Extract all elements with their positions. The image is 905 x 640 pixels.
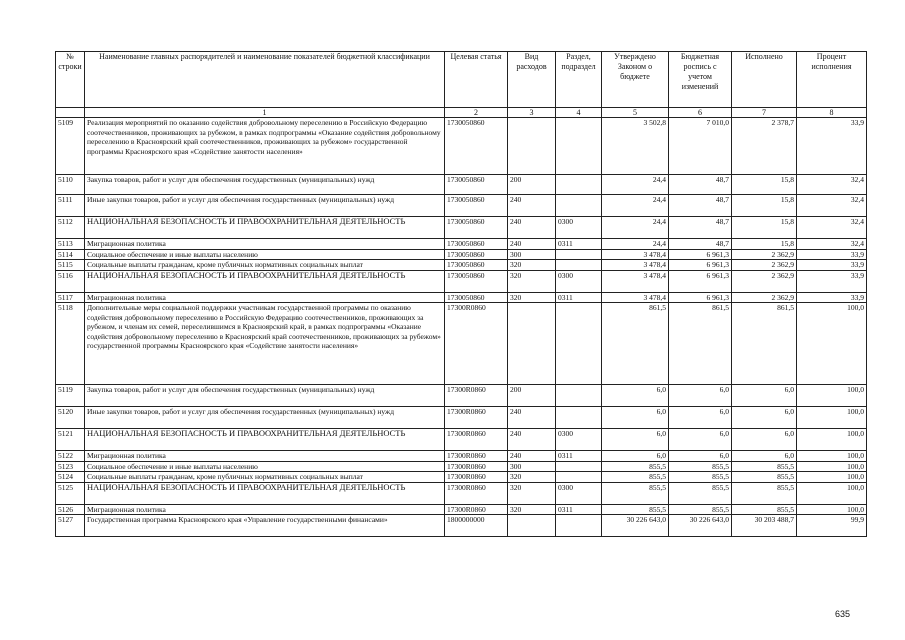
table-row [56, 429, 867, 451]
row-section: 0311 [556, 504, 602, 515]
row-approved: 855,5 [602, 461, 669, 472]
row-name: Миграционная политика [85, 239, 445, 250]
row-target-article: 17300R0860 [445, 461, 508, 472]
row-expense-type [508, 515, 556, 537]
row-name: Дополнительные меры социальной поддержки участникам государственной программы по оказанию содействия добровольному переселению в Российскую Федерацию соотечественников, проживающих за рубежом, и членам их семей, переселившимся в Красноярский край, в рамках подпрограммы «Оказание содействия добровольному переселению в Красноярский край соотечественников, проживающих за рубежом» государственной программы Красноярского края «Содействие занятости населения» [85, 303, 445, 385]
row-target-article: 17300R0860 [445, 451, 508, 462]
row-number: 5113 [56, 239, 85, 250]
row-percent: 100,0 [797, 429, 867, 451]
row-approved: 24,4 [602, 239, 669, 250]
table-row [56, 504, 867, 515]
row-percent: 32,4 [797, 217, 867, 239]
row-expense-type: 240 [508, 451, 556, 462]
row-expense-type: 240 [508, 195, 556, 217]
row-target-article: 17300R0860 [445, 303, 508, 385]
row-budget-schedule: 48,7 [669, 175, 732, 195]
row-percent: 100,0 [797, 407, 867, 429]
row-section [556, 249, 602, 260]
row-executed: 2 362,9 [732, 292, 797, 303]
row-name: Миграционная политика [85, 292, 445, 303]
row-number: 5126 [56, 504, 85, 515]
header-expense-type: Вид расходов [508, 52, 556, 108]
row-percent: 99,9 [797, 515, 867, 537]
row-target-article: 1730050860 [445, 249, 508, 260]
table-row [56, 451, 867, 462]
row-expense-type: 320 [508, 472, 556, 483]
row-number: 5114 [56, 249, 85, 260]
row-executed: 6,0 [732, 385, 797, 407]
row-expense-type: 300 [508, 249, 556, 260]
table-row [56, 118, 867, 175]
row-percent: 33,9 [797, 249, 867, 260]
row-percent: 100,0 [797, 504, 867, 515]
row-approved: 3 478,4 [602, 270, 669, 292]
row-budget-schedule: 855,5 [669, 482, 732, 504]
column-number: 7 [732, 108, 797, 118]
row-section: 0300 [556, 482, 602, 504]
row-executed: 6,0 [732, 451, 797, 462]
column-number: 2 [445, 108, 508, 118]
row-number: 5123 [56, 461, 85, 472]
row-target-article: 17300R0860 [445, 482, 508, 504]
row-name: Государственная программа Красноярского края «Управление государственными финансами» [85, 515, 445, 537]
header-executed: Исполнено [732, 52, 797, 108]
row-executed: 855,5 [732, 472, 797, 483]
row-number: 5115 [56, 260, 85, 271]
row-section: 0311 [556, 451, 602, 462]
header-target-article: Целевая статья [445, 52, 508, 108]
row-percent: 100,0 [797, 472, 867, 483]
row-section [556, 385, 602, 407]
row-name: Закупка товаров, работ и услуг для обеспечения государственных (муниципальных) нужд [85, 175, 445, 195]
row-approved: 6,0 [602, 385, 669, 407]
row-percent: 100,0 [797, 385, 867, 407]
row-target-article: 1730050860 [445, 118, 508, 175]
table-body [56, 118, 867, 537]
table-row [56, 482, 867, 504]
table-row [56, 175, 867, 195]
page-number: 635 [835, 609, 851, 619]
row-expense-type: 240 [508, 239, 556, 250]
row-budget-schedule: 6 961,3 [669, 270, 732, 292]
row-expense-type: 320 [508, 482, 556, 504]
row-expense-type: 320 [508, 504, 556, 515]
row-approved: 861,5 [602, 303, 669, 385]
header-section: Раздел, подраздел [556, 52, 602, 108]
row-section [556, 472, 602, 483]
row-section [556, 260, 602, 271]
row-percent: 32,4 [797, 239, 867, 250]
row-section: 0311 [556, 239, 602, 250]
row-name: Социальные выплаты гражданам, кроме публичных нормативных социальных выплат [85, 472, 445, 483]
row-target-article: 17300R0860 [445, 504, 508, 515]
column-number: 3 [508, 108, 556, 118]
row-section: 0300 [556, 429, 602, 451]
table-row [56, 260, 867, 271]
row-section [556, 118, 602, 175]
row-number: 5125 [56, 482, 85, 504]
row-number: 5116 [56, 270, 85, 292]
row-expense-type [508, 303, 556, 385]
row-executed: 2 378,7 [732, 118, 797, 175]
row-target-article: 17300R0860 [445, 472, 508, 483]
row-executed: 861,5 [732, 303, 797, 385]
row-expense-type: 320 [508, 260, 556, 271]
row-budget-schedule: 30 226 643,0 [669, 515, 732, 537]
row-budget-schedule: 855,5 [669, 472, 732, 483]
row-executed: 855,5 [732, 461, 797, 472]
row-target-article: 1730050860 [445, 270, 508, 292]
row-approved: 3 478,4 [602, 260, 669, 271]
header-name: Наименование главных распорядителей и наименование показателей бюджетной классификации [85, 52, 445, 108]
row-expense-type: 320 [508, 270, 556, 292]
row-section [556, 175, 602, 195]
row-percent: 100,0 [797, 461, 867, 472]
table-row [56, 385, 867, 407]
table-row [56, 239, 867, 250]
row-expense-type: 320 [508, 292, 556, 303]
row-number: 5118 [56, 303, 85, 385]
row-budget-schedule: 7 010,0 [669, 118, 732, 175]
row-number: 5110 [56, 175, 85, 195]
row-percent: 33,9 [797, 118, 867, 175]
row-number: 5119 [56, 385, 85, 407]
row-number: 5122 [56, 451, 85, 462]
row-expense-type: 240 [508, 429, 556, 451]
table-row [56, 461, 867, 472]
row-name: НАЦИОНАЛЬНАЯ БЕЗОПАСНОСТЬ И ПРАВООХРАНИТЕЛЬНАЯ ДЕЯТЕЛЬНОСТЬ [85, 270, 445, 292]
row-approved: 3 478,4 [602, 292, 669, 303]
table-row [56, 303, 867, 385]
row-budget-schedule: 6,0 [669, 451, 732, 462]
column-number: 1 [85, 108, 445, 118]
row-budget-schedule: 6 961,3 [669, 249, 732, 260]
row-approved: 855,5 [602, 504, 669, 515]
row-budget-schedule: 48,7 [669, 239, 732, 250]
table-row [56, 515, 867, 537]
row-section: 0300 [556, 270, 602, 292]
header-percent: Процент исполнения [797, 52, 867, 108]
row-percent: 100,0 [797, 482, 867, 504]
header-row-number: № строки [56, 52, 85, 108]
row-approved: 24,4 [602, 195, 669, 217]
row-name: Реализация мероприятий по оказанию содействия добровольному переселению в Российскую Федерацию соотечественников, проживающих за рубежом, в рамках подпрограммы «Оказание содействия добровольному переселению в Красноярский край соотечественников, проживающих за рубежом» государственной программы Красноярского края «Содействие занятости населения» [85, 118, 445, 175]
row-number: 5124 [56, 472, 85, 483]
row-name: Социальные выплаты гражданам, кроме публичных нормативных социальных выплат [85, 260, 445, 271]
header-approved: Утверждено Законом о бюджете [602, 52, 669, 108]
row-name: НАЦИОНАЛЬНАЯ БЕЗОПАСНОСТЬ И ПРАВООХРАНИТЕЛЬНАЯ ДЕЯТЕЛЬНОСТЬ [85, 217, 445, 239]
table-row [56, 270, 867, 292]
table-row [56, 472, 867, 483]
row-percent: 100,0 [797, 451, 867, 462]
row-name: Миграционная политика [85, 504, 445, 515]
row-name: Социальное обеспечение и иные выплаты населению [85, 461, 445, 472]
row-executed: 15,8 [732, 175, 797, 195]
row-executed: 855,5 [732, 504, 797, 515]
row-budget-schedule: 6,0 [669, 385, 732, 407]
row-target-article: 17300R0860 [445, 407, 508, 429]
header-budget-schedule: Бюджетная роспись с учетом изменений [669, 52, 732, 108]
table-row [56, 249, 867, 260]
row-executed: 15,8 [732, 239, 797, 250]
row-expense-type: 240 [508, 217, 556, 239]
row-budget-schedule: 855,5 [669, 504, 732, 515]
column-number: 5 [602, 108, 669, 118]
row-executed: 2 362,9 [732, 260, 797, 271]
row-approved: 30 226 643,0 [602, 515, 669, 537]
row-section [556, 195, 602, 217]
row-name: Иные закупки товаров, работ и услуг для обеспечения государственных (муниципальных) нужд [85, 195, 445, 217]
row-budget-schedule: 855,5 [669, 461, 732, 472]
row-section: 0311 [556, 292, 602, 303]
row-percent: 33,9 [797, 270, 867, 292]
row-budget-schedule: 6,0 [669, 407, 732, 429]
row-expense-type: 200 [508, 385, 556, 407]
budget-table [55, 51, 867, 537]
row-budget-schedule: 48,7 [669, 217, 732, 239]
row-percent: 33,9 [797, 260, 867, 271]
column-number: 8 [797, 108, 867, 118]
row-budget-schedule: 6,0 [669, 429, 732, 451]
row-percent: 33,9 [797, 292, 867, 303]
row-number: 5112 [56, 217, 85, 239]
row-target-article: 1730050860 [445, 260, 508, 271]
row-target-article: 1730050860 [445, 195, 508, 217]
row-approved: 24,4 [602, 175, 669, 195]
row-target-article: 1730050860 [445, 217, 508, 239]
row-number: 5120 [56, 407, 85, 429]
row-executed: 855,5 [732, 482, 797, 504]
row-approved: 855,5 [602, 482, 669, 504]
row-target-article: 17300R0860 [445, 429, 508, 451]
header-row [56, 52, 867, 108]
row-executed: 2 362,9 [732, 249, 797, 260]
row-executed: 15,8 [732, 217, 797, 239]
row-section: 0300 [556, 217, 602, 239]
row-executed: 2 362,9 [732, 270, 797, 292]
row-expense-type: 240 [508, 407, 556, 429]
row-name: НАЦИОНАЛЬНАЯ БЕЗОПАСНОСТЬ И ПРАВООХРАНИТЕЛЬНАЯ ДЕЯТЕЛЬНОСТЬ [85, 429, 445, 451]
row-name: Закупка товаров, работ и услуг для обеспечения государственных (муниципальных) нужд [85, 385, 445, 407]
row-target-article: 17300R0860 [445, 385, 508, 407]
column-number: 6 [669, 108, 732, 118]
row-target-article: 1800000000 [445, 515, 508, 537]
row-name: Иные закупки товаров, работ и услуг для обеспечения государственных (муниципальных) нужд [85, 407, 445, 429]
row-name: Миграционная политика [85, 451, 445, 462]
row-section [556, 407, 602, 429]
row-budget-schedule: 861,5 [669, 303, 732, 385]
row-percent: 32,4 [797, 175, 867, 195]
row-number: 5111 [56, 195, 85, 217]
row-budget-schedule: 6 961,3 [669, 292, 732, 303]
row-executed: 30 203 488,7 [732, 515, 797, 537]
table-row [56, 407, 867, 429]
row-approved: 6,0 [602, 407, 669, 429]
row-approved: 6,0 [602, 451, 669, 462]
row-approved: 6,0 [602, 429, 669, 451]
table-row [56, 195, 867, 217]
row-section [556, 303, 602, 385]
row-budget-schedule: 48,7 [669, 195, 732, 217]
row-name: Социальное обеспечение и иные выплаты населению [85, 249, 445, 260]
row-target-article: 1730050860 [445, 292, 508, 303]
row-number: 5109 [56, 118, 85, 175]
row-approved: 855,5 [602, 472, 669, 483]
row-number: 5117 [56, 292, 85, 303]
row-executed: 6,0 [732, 429, 797, 451]
row-number: 5127 [56, 515, 85, 537]
row-percent: 32,4 [797, 195, 867, 217]
row-section [556, 515, 602, 537]
row-budget-schedule: 6 961,3 [669, 260, 732, 271]
column-number [56, 108, 85, 118]
row-executed: 6,0 [732, 407, 797, 429]
row-number: 5121 [56, 429, 85, 451]
row-name: НАЦИОНАЛЬНАЯ БЕЗОПАСНОСТЬ И ПРАВООХРАНИТЕЛЬНАЯ ДЕЯТЕЛЬНОСТЬ [85, 482, 445, 504]
row-expense-type [508, 118, 556, 175]
row-expense-type: 300 [508, 461, 556, 472]
row-target-article: 1730050860 [445, 175, 508, 195]
row-executed: 15,8 [732, 195, 797, 217]
column-number-row [56, 108, 867, 118]
row-target-article: 1730050860 [445, 239, 508, 250]
row-approved: 3 502,8 [602, 118, 669, 175]
table-row [56, 292, 867, 303]
column-number: 4 [556, 108, 602, 118]
row-percent: 100,0 [797, 303, 867, 385]
row-section [556, 461, 602, 472]
row-approved: 3 478,4 [602, 249, 669, 260]
row-expense-type: 200 [508, 175, 556, 195]
row-approved: 24,4 [602, 217, 669, 239]
table-row [56, 217, 867, 239]
